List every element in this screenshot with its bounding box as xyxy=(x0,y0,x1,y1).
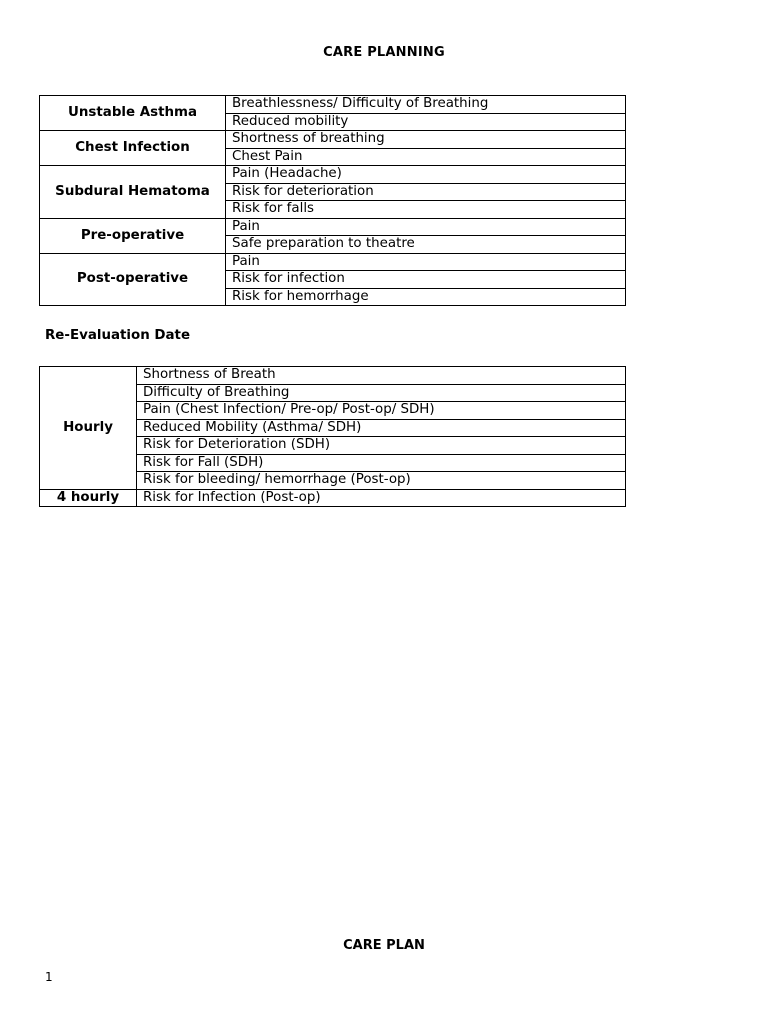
care-item-cell: Breathlessness/ Difficulty of Breathing xyxy=(226,96,626,114)
condition-cell: Unstable Asthma xyxy=(40,96,226,131)
table-row xyxy=(40,489,626,507)
care-item-cell: Shortness of breathing xyxy=(226,131,626,149)
care-item-cell: Risk for falls xyxy=(226,201,626,219)
condition-cell: Subdural Hematoma xyxy=(40,166,226,219)
reeval-item-cell: Difficulty of Breathing xyxy=(137,384,626,402)
care-item-cell: Risk for hemorrhage xyxy=(226,288,626,306)
care-item-cell: Chest Pain xyxy=(226,148,626,166)
care-item-cell: Pain xyxy=(226,253,626,271)
frequency-cell: Hourly xyxy=(40,367,137,490)
page-title: CARE PLANNING xyxy=(323,45,445,60)
condition-cell: Pre-operative xyxy=(40,218,226,253)
table-row xyxy=(40,166,626,184)
table-row xyxy=(40,218,626,236)
reeval-item-cell: Pain (Chest Infection/ Pre-op/ Post-op/ SDH) xyxy=(137,402,626,420)
reeval-item-cell: Reduced Mobility (Asthma/ SDH) xyxy=(137,419,626,437)
table-row xyxy=(40,253,626,271)
condition-cell: Chest Infection xyxy=(40,131,226,166)
reeval-item-cell: Risk for Fall (SDH) xyxy=(137,454,626,472)
table-row xyxy=(40,131,626,149)
care-item-cell: Risk for deterioration xyxy=(226,183,626,201)
table-row xyxy=(40,367,626,385)
page-number: 1 xyxy=(45,970,53,984)
reeval-item-cell: Risk for Deterioration (SDH) xyxy=(137,437,626,455)
reeval-item-cell: Shortness of Breath xyxy=(137,367,626,385)
care-item-cell: Reduced mobility xyxy=(226,113,626,131)
frequency-cell: 4 hourly xyxy=(40,489,137,507)
care-planning-table xyxy=(39,95,626,306)
care-planning-table-body xyxy=(40,96,626,306)
care-item-cell: Pain xyxy=(226,218,626,236)
care-item-cell: Safe preparation to theatre xyxy=(226,236,626,254)
care-item-cell: Risk for infection xyxy=(226,271,626,289)
care-item-cell: Pain (Headache) xyxy=(226,166,626,184)
condition-cell: Post-operative xyxy=(40,253,226,306)
re-evaluation-heading: Re-Evaluation Date xyxy=(45,328,191,343)
re-evaluation-table-body xyxy=(40,367,626,507)
table-row xyxy=(40,96,626,114)
re-evaluation-table xyxy=(39,366,626,507)
reeval-item-cell: Risk for bleeding/ hemorrhage (Post-op) xyxy=(137,472,626,490)
reeval-item-cell: Risk for Infection (Post-op) xyxy=(137,489,626,507)
footer-title: CARE PLAN xyxy=(343,938,425,953)
